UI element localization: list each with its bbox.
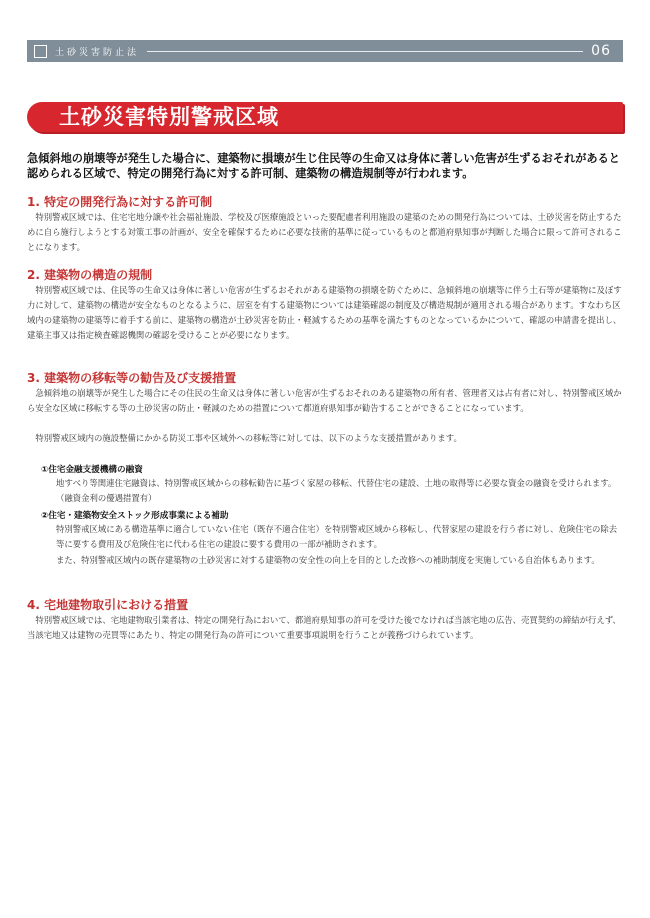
section-4-paragraph: 特別警戒区域では、宅地建物取引業者は、特定の開発行為において、都道府県知事の許可を受けた後でなければ当該宅地の広告、売買契約の締結が行えず、当該宅地又は建物の売買等にあたり、特定の開発行為の許可について重要事項説明を行うことが義務づけられています。 xyxy=(27,615,621,640)
header-square-icon xyxy=(34,45,47,58)
lead-text: 急傾斜地の崩壊等が発生した場合に、建築物に損壊が生じ住民等の生命又は身体に著しい危害が生ずるおそれがあると認められる区域で、特定の開発行為に対する許可制、建築物の構造規制等が行われます。 xyxy=(27,152,620,180)
section-2-paragraph: 特別警戒区域では、住民等の生命又は身体に著しい危害が生ずるおそれがある建築物の損壊を防ぐために、急傾斜地の崩壊等に伴う土石等が建築物に及ぼす力に対して、建築物の構造が安全なものとなるように、居室を有する建築物については建築確認の制度及び構造規制が適用される場合があります。すなわち区域内の建築物の建築等に着手する前に、建築物の構造が土砂災害を防止・軽減するための基準を満たすものとなっているかについて、確認の申請書を提出し、建築主事又は指定検査確認機関の確認を受けることが必要になります。 xyxy=(27,285,622,340)
section-3-paragraph-1: 急傾斜地の崩壊等が発生した場合にその住民の生命又は身体に著しい危害が生ずるおそれのある建築物の所有者、管理者又は占有者に対し、特別警戒区域から安全な区域に移転する等の土砂災害の防止・軽減のための措置について都道府県知事が勧告することができることになっています。 xyxy=(27,388,622,413)
support-item-heading-2: ②住宅・建築物安全ストック形成事業による補助 xyxy=(41,511,229,521)
section-heading-4: 4. 宅地建物取引における措置 xyxy=(27,598,189,612)
section-heading-3: 3. 建築物の移転等の勧告及び支援措置 xyxy=(27,371,237,385)
section-1-paragraph: 特別警戒区域では、住宅宅地分譲や社会福祉施設、学校及び医療施設といった要配慮者利用施設の建築のための開発行為については、土砂災害を防止するために自ら施行しようとする対策工事の計画が、安全を確保するために必要な技術的基準に従っているものと都道府県知事が判断した場合に限って許可されることになります。 xyxy=(27,212,622,252)
header-section-label: 土砂災害防止法 xyxy=(55,47,140,58)
header-bar xyxy=(27,40,623,62)
header-divider xyxy=(147,51,583,52)
section-heading-1: 1. 特定の開発行為に対する許可制 xyxy=(27,195,213,209)
support-item-1-text: 地すべり等関連住宅融資は、特別警戒区域からの移転勧告に基づく家屋の移転、代替住宅の建設、土地の取得等に必要な資金の融資を受けられます。（融資金利の優遇措置有） xyxy=(56,478,617,503)
page-number: 06 xyxy=(591,43,611,59)
title-banner xyxy=(27,102,623,132)
support-item-heading-1: ①住宅金融支援機構の融資 xyxy=(41,465,143,475)
support-item-2-text-2: また、特別警戒区域内の既存建築物の土砂災害に対する建築物の安全性の向上を目的とした改修への補助制度を実施している自治体もあります。 xyxy=(56,555,600,565)
page-title: 土砂災害特別警戒区域 xyxy=(59,105,279,129)
section-heading-2: 2. 建築物の構造の規制 xyxy=(27,268,153,282)
support-item-2-text-1: 特別警戒区域にある構造基準に適合していない住宅（既存不適合住宅）を特別警戒区域から移転し、代替家屋の建設を行う者に対し、危険住宅の除去等に要する費用及び危険住宅に代わる住宅の建設に要する費用の一部が補助されます。 xyxy=(56,524,618,549)
section-3-paragraph-2: 特別警戒区域内の施設整備にかかる防災工事や区域外への移転等に対しては、以下のような支援措置があります。 xyxy=(35,433,462,443)
